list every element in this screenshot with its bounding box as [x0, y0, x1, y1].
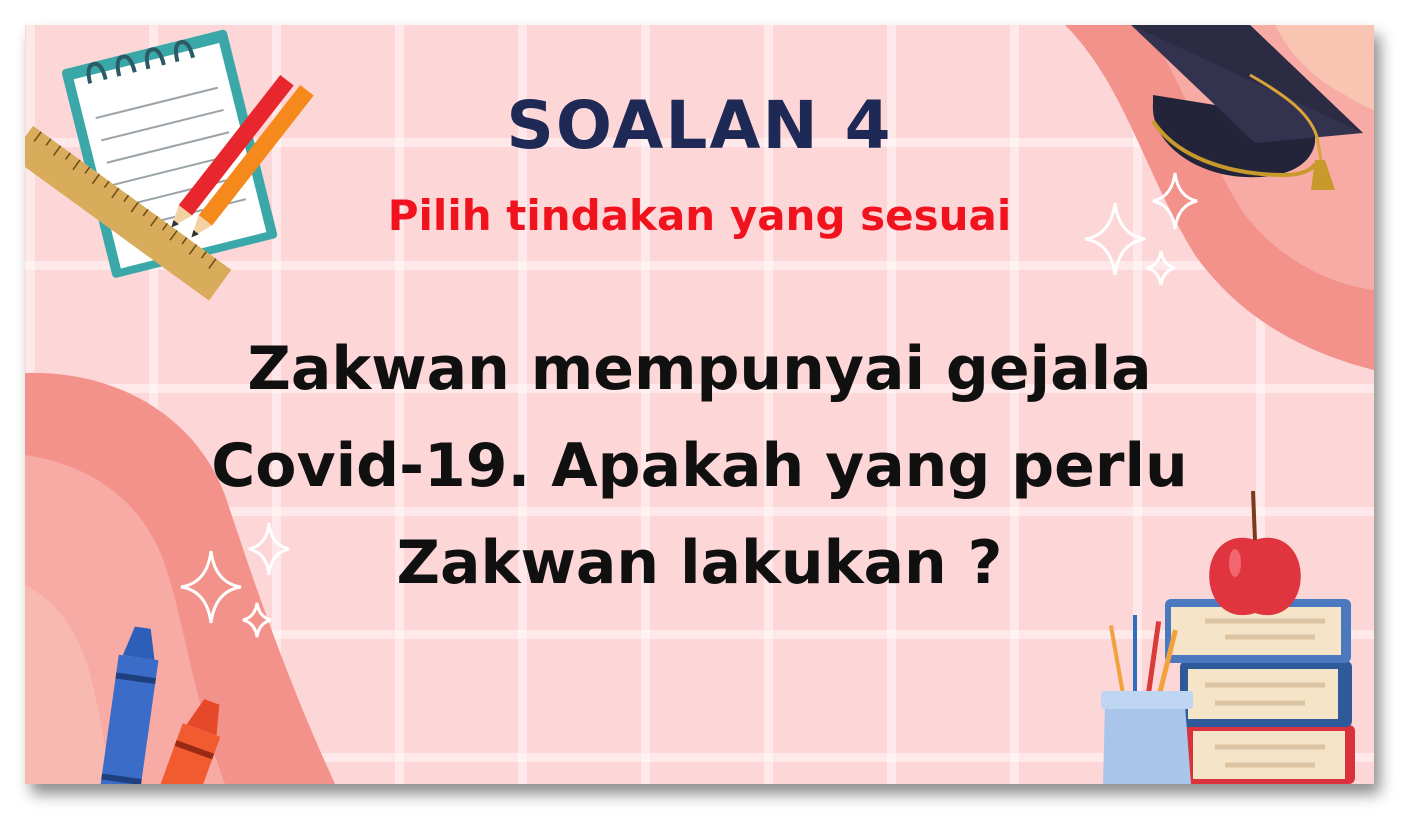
question-line: Zakwan mempunyai gejala — [247, 334, 1152, 404]
books-stack-icon — [1165, 599, 1355, 784]
question-line: Zakwan lakukan ? — [396, 528, 1003, 598]
question-line: Covid-19. Apakah yang perlu — [211, 431, 1188, 501]
page-title: SOALAN 4 — [506, 87, 893, 164]
question-text — [175, 321, 1224, 612]
instruction-subtitle: Pilih tindakan yang sesuai — [387, 191, 1012, 240]
slide — [25, 25, 1374, 784]
